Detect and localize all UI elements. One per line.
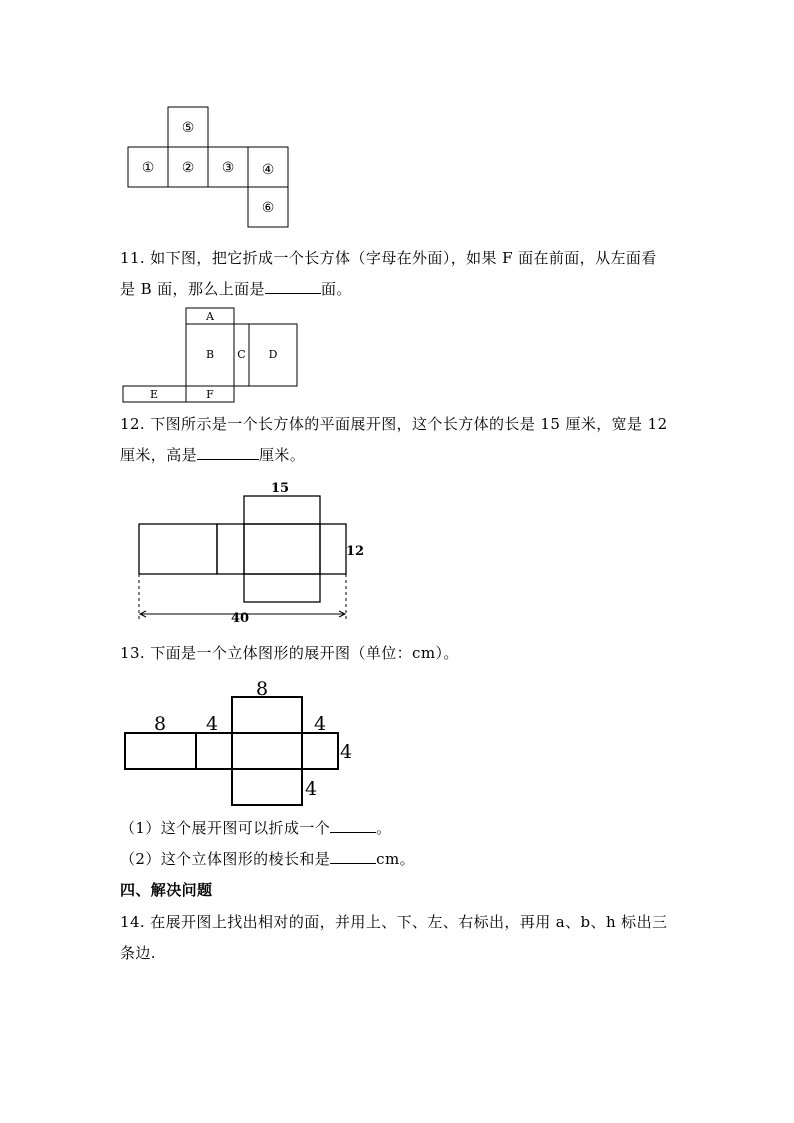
net4-label-top-8: 8 (255, 678, 269, 700)
q12-text-line1: 下图所示是一个长方体的平面展开图，这个长方体的长是 15 厘米，宽是 12 (150, 415, 668, 433)
net-label-1: ① (141, 160, 155, 176)
label-12: 12 (345, 544, 365, 559)
q12-answer-blank[interactable] (197, 445, 259, 460)
q11-number: 11. (120, 249, 146, 267)
label-15: 15 (270, 481, 290, 496)
q11-text-line1: 如下图，把它折成一个长方体（字母在外面），如果 F 面在前面，从左面看 (150, 249, 657, 267)
q12-line1 (120, 409, 690, 440)
q12-line2 (120, 440, 690, 471)
net-top-face (244, 496, 320, 524)
net4-right-face (302, 733, 338, 769)
q14-text-line2: 条边. (120, 944, 156, 962)
net-label-5: ⑤ (181, 120, 195, 136)
net4-front-face (232, 733, 302, 769)
net-bottom-face (244, 574, 320, 602)
q11-text-after: 面。 (320, 280, 352, 298)
q13-sub1-answer-blank[interactable] (330, 818, 376, 833)
question-13 (120, 638, 690, 669)
q11-text-before: 是 B 面，那么上面是 (120, 280, 265, 298)
net4-bottom-face (232, 769, 302, 805)
net4-left-face (125, 733, 196, 769)
cube-net-figure (125, 105, 295, 229)
net4-label-edge-4: 4 (339, 741, 353, 763)
face-b-label: B (205, 348, 215, 361)
solid-net-figure (120, 676, 360, 810)
q13-sub-1 (120, 813, 690, 844)
face-d-label: D (268, 348, 278, 361)
face-c-label: C (237, 348, 246, 361)
net-label-6: ⑥ (261, 200, 275, 216)
q12-text-before: 厘米，高是 (120, 446, 198, 464)
q14-text-line1: 在展开图上找出相对的面，并用上、下、左、右标出，再用 a、b、h 标出三 (150, 913, 668, 931)
q13-sub2-answer-blank[interactable] (330, 849, 376, 864)
net-left-face (139, 524, 217, 574)
face-a-label: A (206, 310, 214, 323)
net-side-face (217, 524, 244, 574)
section-heading: 四、解决问题 (120, 881, 213, 899)
q13-number: 13. (120, 644, 146, 662)
face-e-label: E (149, 388, 159, 401)
net4-label-right-4: 4 (313, 713, 327, 735)
q13-sub2-text-after: cm。 (376, 850, 415, 868)
q12-number: 12. (120, 415, 146, 433)
cuboid-net-letters-figure (120, 305, 302, 405)
q13-sub-2 (120, 844, 690, 875)
q12-text-after: 厘米。 (259, 446, 306, 464)
cuboid-net-dimensions-figure (130, 476, 375, 628)
net4-label-side-4: 4 (205, 713, 219, 735)
face-f-label: F (206, 388, 214, 401)
q11-line2 (120, 274, 690, 305)
question-11 (120, 243, 690, 305)
question-14 (120, 907, 690, 969)
net-label-4: ④ (261, 162, 275, 178)
net4-top-face (232, 697, 302, 733)
q14-line1 (120, 907, 690, 938)
q13-text: 下面是一个立体图形的展开图（单位：cm）。 (150, 644, 459, 662)
net-label-3: ③ (221, 160, 235, 176)
q13-sub1-text-after: 。 (376, 819, 392, 837)
q14-number: 14. (120, 913, 146, 931)
net-label-2: ② (181, 160, 195, 176)
net-front-face (244, 524, 320, 574)
label-40: 40 (230, 611, 250, 626)
net4-label-bottom-4: 4 (304, 778, 318, 800)
q11-answer-blank[interactable] (265, 279, 321, 294)
q11-line1 (120, 243, 690, 274)
net-right-face (320, 524, 346, 574)
net4-label-left-8: 8 (153, 713, 167, 735)
question-12 (120, 409, 690, 471)
q13-sub2-text-before: （2）这个立体图形的棱长和是 (120, 850, 331, 868)
q13-sub1-text-before: （1）这个展开图可以折成一个 (120, 819, 331, 837)
net4-side-face (196, 733, 232, 769)
